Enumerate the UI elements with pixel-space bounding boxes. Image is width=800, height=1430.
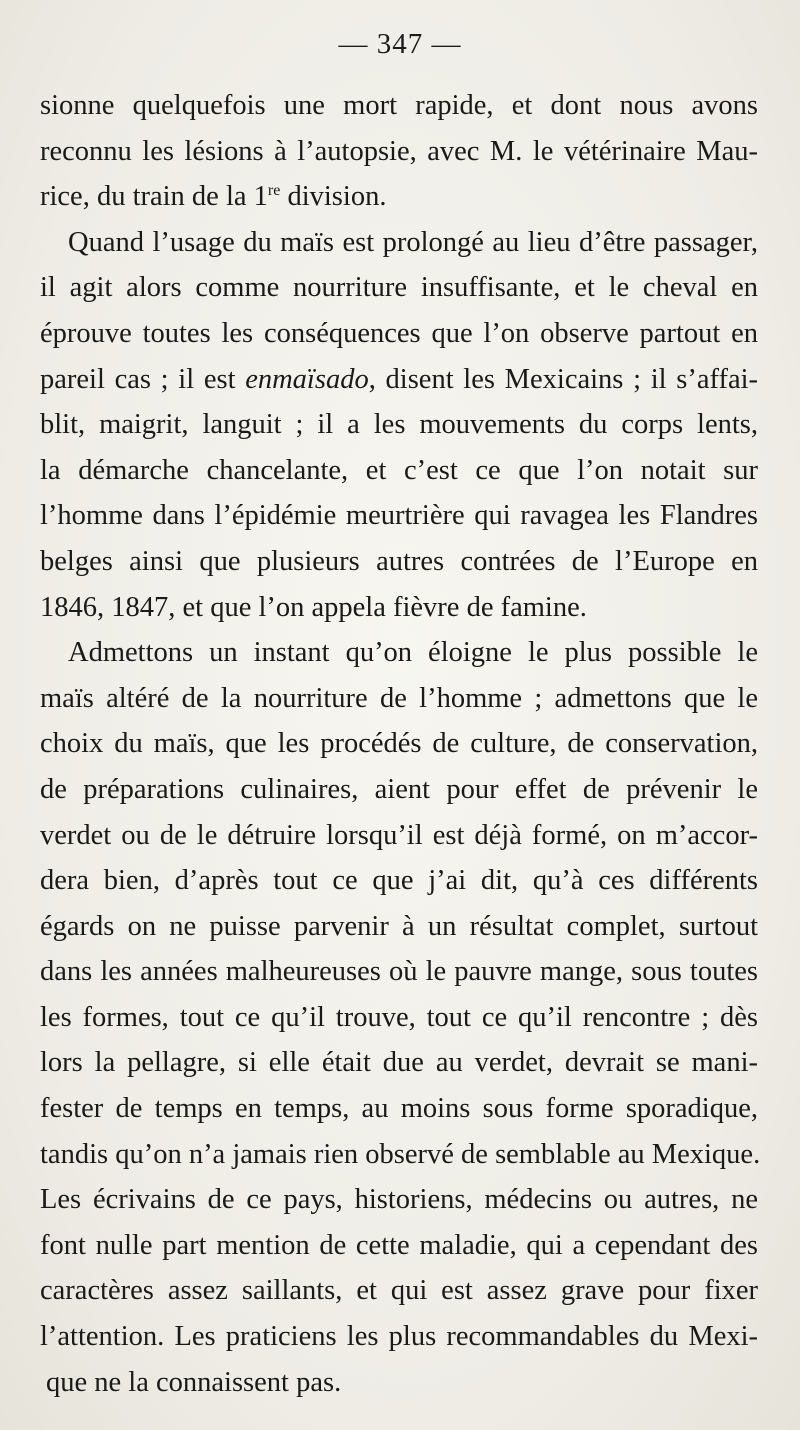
text-line: que ne la connaissent pas. [46,1366,342,1398]
text-line: dans les années malheureuses où le pauvre mange, sous toutes [40,956,758,988]
text-fragment: rice, du train de la 1 [40,181,268,213]
text-line: Admettons un instant qu’on éloigne le plus possible le [68,637,758,669]
text-line: de préparations culinaires, aient pour effet de prévenir le [40,773,758,805]
text-line: Les écrivains de ce pays, historiens, médecins ou autres, ne [40,1184,758,1216]
text-line: dera bien, d’après tout ce que j’ai dit, qu’à ces différents [40,865,758,897]
text-line [40,174,758,220]
text-line: sionne quelquefois une mort rapide, et dont nous avons [40,90,758,121]
text-fragment: pareil cas ; il est [40,363,246,395]
text-line: font nulle part mention de cette maladie, qui a cependant des [40,1229,758,1261]
text-line: la démarche chancelante, et c’est ce que l’on notait sur [40,454,758,486]
superscript: re [267,182,281,200]
text-line: lors la pellagre, si elle était due au verdet, devrait se mani- [40,1047,758,1079]
text-line: belges ainsi que plusieurs autres contrées de l’Europe en [40,545,758,577]
text-line: reconnu les lésions à l’autopsie, avec M. le vétérinaire Mau- [40,135,758,167]
text-line: fester de temps en temps, au moins sous forme sporadique, [40,1093,758,1125]
text-line: choix du maïs, que les procédés de culture, de conservation, [40,728,758,760]
text-line [40,357,758,403]
text-line: caractères assez saillants, et qui est assez grave pour fixer [40,1275,758,1307]
italic-word: enmaïsado [245,363,369,395]
text-line: l’attention. Les praticiens les plus recommandables du Mexi- [40,1321,758,1353]
page-number: — 347 — [338,28,462,60]
text-line: tandis qu’on n’a jamais rien observé de semblable au Mexique. [40,1138,761,1170]
text-line: 1846, 1847, et que l’on appela fièvre de famine. [40,591,587,623]
text-fragment: division. [280,181,387,213]
text-fragment: , disent les Mexicains ; il s’affai- [368,363,759,395]
text-line: maïs altéré de la nourriture de l’homme ; admettons que le [40,682,758,714]
text-line: égards on ne puisse parvenir à un résultat complet, surtout [40,910,758,942]
text-line: il agit alors comme nourriture insuffisante, et le cheval en [40,272,758,304]
text-line: éprouve toutes les conséquences que l’on observe partout en [40,317,758,349]
text-line: verdet ou de le détruire lorsqu’il est déjà formé, on m’accor- [40,819,758,851]
text-line: l’homme dans l’épidémie meurtrière qui ravagea les Flandres [40,500,758,532]
text-line: blit, maigrit, languit ; il a les mouvements du corps lents, [40,409,758,441]
text-line: les formes, tout ce qu’il trouve, tout ce qu’il rencontre ; dès [40,1001,758,1033]
body-text [40,83,761,1405]
text-line: Quand l’usage du maïs est prolongé au lieu d’être passager, [68,226,758,258]
